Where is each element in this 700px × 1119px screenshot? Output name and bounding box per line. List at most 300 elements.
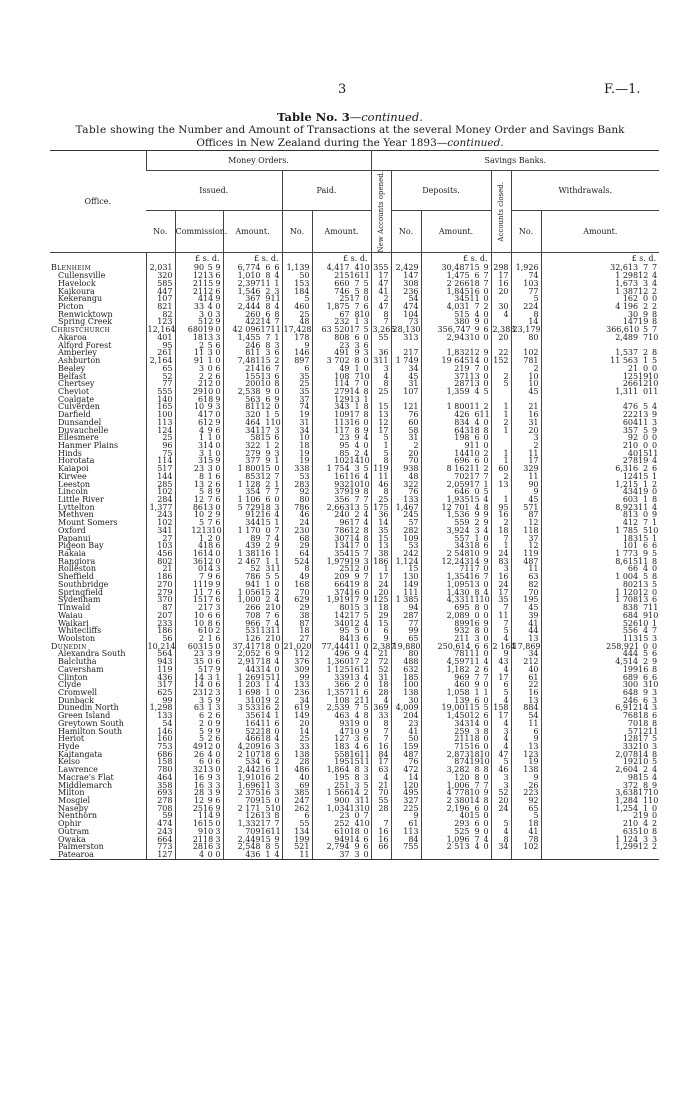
pounds-part: 1,058: [446, 687, 470, 697]
issued-number-cell: 82: [146, 311, 175, 319]
withdrawals-amount-cell: [541, 419, 659, 427]
office-cell: Belfast: [58, 371, 87, 381]
new-accounts-cell: 9: [371, 635, 391, 643]
pounds-part: 293: [454, 819, 470, 829]
pence-part: 0: [215, 325, 221, 335]
office-cell: Dunedin: [51, 641, 87, 651]
pence-part: 0: [483, 649, 489, 659]
shillings-part: 11: [469, 649, 480, 659]
shillings-part: 12: [638, 286, 649, 296]
issued-number-cell: 207: [146, 612, 175, 620]
pounds-part: 2 548: [446, 549, 470, 559]
pounds-part: 251: [334, 780, 350, 790]
pence-part: 11: [270, 564, 281, 574]
pounds-part: 5 729: [237, 502, 261, 512]
withdrawals-amount-cell: [541, 542, 659, 550]
accounts-closed-cell: 95: [491, 504, 511, 512]
deposits-number-cell: 1 749: [391, 357, 421, 365]
shillings-part: 2: [265, 595, 271, 605]
shillings-part: 17: [469, 479, 480, 489]
new-accounts-cell: 125: [371, 596, 391, 604]
pence-part: 1: [274, 278, 280, 288]
withdrawals-amount-cell: [541, 318, 659, 326]
pounds-part: 786: [334, 525, 350, 535]
pounds-part: 372: [622, 780, 639, 790]
issued-number-cell: 27: [146, 535, 175, 543]
pence-part: 0: [215, 356, 221, 366]
paid-number-cell: 133: [282, 681, 312, 689]
issued-number-cell: 96: [146, 442, 175, 450]
withdrawals-amount-cell: [541, 272, 659, 280]
pence-part: 2: [652, 819, 658, 829]
pounds-part: 4,417: [326, 263, 350, 273]
pounds-part: 183: [334, 742, 350, 751]
shillings-part: 4: [474, 417, 480, 427]
shillings-part: 6: [643, 541, 649, 551]
pence-part: 0: [483, 579, 489, 589]
pounds-part: 1,096: [446, 834, 470, 844]
subtitle-line2: Offices in New Zealand during the Year 1893—: [196, 137, 448, 149]
paid-header: Paid.: [282, 171, 371, 211]
new-accounts-cell: 66: [371, 843, 391, 851]
withdrawals-amount-cell: [541, 434, 659, 442]
pounds-part: 1 708: [615, 595, 639, 605]
paid-number-cell: 29: [282, 542, 312, 550]
paid-number-cell: 69: [282, 782, 312, 790]
pence-part: 8: [652, 572, 658, 582]
deposits-number-cell: 308: [391, 280, 421, 288]
paid-number-cell: 33: [282, 743, 312, 751]
pence-part: 0: [483, 371, 489, 381]
issued-number-cell: 75: [146, 450, 175, 458]
office-cell: Macrae's Flat: [58, 772, 114, 782]
new-accounts-cell: 2: [371, 295, 391, 303]
pounds-part: 366,610: [606, 325, 640, 335]
pounds-part: 1 800: [237, 464, 261, 474]
deposits-number-cell: 31: [391, 380, 421, 388]
pounds-part: 2: [197, 603, 204, 613]
pounds-part: 109: [334, 410, 350, 420]
pounds-part: 339: [334, 672, 350, 682]
pounds-part: 340: [334, 618, 350, 628]
deposits-number-cell: 147: [391, 272, 421, 280]
shillings-part: 6: [265, 263, 271, 273]
pence-part: 0: [652, 363, 658, 373]
pence-part: 7: [483, 278, 489, 288]
accounts-closed-cell: 16: [491, 511, 511, 519]
issued-number-cell: 186: [146, 573, 175, 581]
pence-part: 1: [652, 533, 658, 543]
shillings-part: 0: [207, 309, 213, 319]
pounds-part: 13: [193, 479, 205, 489]
withdrawals-amount-header: Amount.: [541, 211, 659, 253]
deposits-header: Deposits.: [391, 171, 491, 211]
shillings-part: 10: [469, 549, 480, 559]
issued-number-cell: 320: [146, 272, 175, 280]
shillings-part: 0: [643, 440, 649, 450]
shillings-part: 19: [349, 556, 360, 566]
pence-part: 6: [363, 633, 369, 643]
deposits-number-cell: 14: [391, 774, 421, 782]
shillings-part: 18: [260, 749, 271, 759]
shillings-part: 3: [643, 278, 649, 288]
shillings-part: 9: [354, 572, 360, 582]
pence-part: 9: [363, 595, 369, 605]
office-cell: Springfield: [58, 587, 104, 597]
pounds-part: 16: [192, 549, 204, 559]
pence-part: 0: [363, 826, 369, 836]
office-cell: Alexandra South: [58, 649, 126, 659]
pounds-part: 4,597: [446, 657, 470, 667]
pounds-part: 49: [339, 363, 350, 373]
shillings-part: 7: [354, 703, 360, 713]
pounds-part: 366: [334, 680, 350, 690]
pence-part: 0: [274, 464, 280, 474]
new-accounts-cell: 13: [371, 411, 391, 419]
pounds-part: 200: [245, 379, 261, 389]
withdrawals-amount-cell: [541, 326, 659, 334]
shillings-part: 1: [207, 356, 213, 366]
pence-part: 9: [215, 664, 221, 674]
shillings-part: 18: [469, 749, 480, 759]
withdrawals-amount-cell: [541, 535, 659, 543]
office-cell: Christchurch: [51, 325, 111, 335]
new-accounts-cell: 21: [371, 650, 391, 658]
pence-part: 0: [215, 533, 221, 543]
withdrawals-number-cell: 9: [511, 488, 541, 496]
pounds-part: 377: [245, 456, 261, 466]
pounds-part: 16: [192, 819, 204, 829]
pounds-part: 2,943: [446, 332, 470, 342]
pence-part: 11: [359, 796, 370, 806]
table-subtitle: [40, 124, 660, 150]
shillings-part: 12: [203, 687, 214, 697]
deposits-number-cell: 31: [391, 434, 421, 442]
pounds-part: 120: [454, 772, 470, 782]
pence-part: 0: [274, 796, 280, 806]
withdrawals-amount-cell: [541, 643, 659, 651]
pence-part: 1: [363, 394, 369, 404]
accounts-closed-cell: 17: [491, 712, 511, 720]
pounds-part: 371: [454, 371, 470, 381]
shillings-part: 16: [260, 772, 271, 782]
pounds-part: 660: [334, 278, 350, 288]
shillings-part: 13: [349, 803, 360, 813]
pounds-part: 142: [334, 610, 350, 620]
shillings-part: 1: [265, 417, 271, 427]
pounds-part: 6: [197, 417, 204, 427]
pounds-part: 40: [459, 811, 470, 821]
pence-part: 1: [274, 456, 280, 466]
issued-number-cell: 564: [146, 650, 175, 658]
issued-number-cell: 279: [146, 589, 175, 597]
shillings-part: 13: [469, 579, 480, 589]
pounds-part: 466: [245, 734, 261, 744]
pounds-part: 811: [245, 348, 261, 358]
pounds-part: 70: [627, 718, 639, 728]
pounds-part: 1: [199, 533, 205, 543]
pounds-part: 436: [245, 850, 261, 860]
pounds-part: 134: [334, 541, 350, 551]
shillings-part: 7: [474, 302, 480, 312]
office-cell: Lyttelton: [58, 502, 95, 512]
deposits-number-cell: 121: [391, 403, 421, 411]
issued-number-cell: 10,214: [147, 641, 176, 651]
deposits-number-cell: 65: [391, 635, 421, 643]
pounds-part: 6: [199, 711, 205, 721]
issued-number-cell: 127: [146, 851, 175, 859]
deposits-number-cell: 73: [391, 318, 421, 326]
new-accounts-cell: 14: [371, 519, 391, 527]
office-cell: Hyde: [58, 742, 80, 751]
pence-part: 3: [274, 286, 280, 296]
deposits-number-cell: 15: [391, 565, 421, 573]
shillings-part: 7: [354, 278, 360, 288]
shillings-part: 7: [354, 379, 360, 389]
pounds-part: 2: [197, 379, 204, 389]
pence-part: 7: [483, 672, 489, 682]
pence-part: 0: [652, 433, 658, 443]
pounds-part: 40: [627, 448, 639, 458]
withdrawals-number-cell: 118: [511, 527, 541, 535]
withdrawals-number-cell: 34: [511, 650, 541, 658]
shillings-part: 18: [203, 394, 214, 404]
pounds-part: 16: [193, 780, 205, 790]
shillings-part: 10: [469, 448, 480, 458]
units-deposits-amount: £ s. d.: [421, 253, 491, 265]
paid-number-cell: 5: [282, 295, 312, 303]
shillings-part: 5: [207, 263, 213, 273]
pounds-part: 21: [192, 286, 204, 296]
pounds-part: 3,924: [446, 525, 470, 535]
shillings-part: 1: [354, 402, 360, 412]
issued-number-cell: 693: [146, 789, 175, 797]
pounds-part: 332: [622, 742, 639, 751]
shillings-part: 6: [265, 757, 271, 767]
new-accounts-cell: 16: [371, 743, 391, 751]
pounds-part: 260: [245, 309, 261, 319]
pounds-part: 1 785: [615, 525, 639, 535]
pence-part: 10: [648, 332, 659, 342]
accounts-closed-cell: 52: [491, 789, 511, 797]
new-accounts-cell: 28: [371, 689, 391, 697]
shillings-part: 13: [260, 811, 271, 821]
accounts-closed-cell: 1: [491, 450, 511, 458]
pence-part: 6: [215, 471, 221, 481]
office-cell: Kaitangata: [58, 749, 103, 759]
pence-part: 4: [652, 271, 658, 281]
pounds-part: 139: [454, 695, 470, 705]
shillings-part: 3: [207, 788, 213, 798]
issued-number-cell: 146: [146, 728, 175, 736]
deposits-number-cell: 100: [391, 681, 421, 689]
new-accounts-cell: 5: [371, 450, 391, 458]
pence-part: 0: [652, 294, 658, 304]
pounds-part: 380: [454, 317, 470, 327]
pence-part: 0: [215, 440, 221, 450]
shillings-part: 5: [643, 525, 649, 535]
new-accounts-cell: 11: [371, 473, 391, 481]
accounts-closed-cell: [491, 388, 511, 396]
pence-part: 7: [483, 572, 489, 582]
accounts-closed-cell: 60: [491, 465, 511, 473]
accounts-closed-cell: 4: [491, 666, 511, 674]
shillings-part: 9: [474, 317, 480, 327]
pounds-part: 557: [454, 533, 470, 543]
shillings-part: 10: [469, 332, 480, 342]
shillings-part: 7: [474, 363, 480, 373]
shillings-part: 19: [638, 811, 649, 821]
shillings-part: 13: [260, 626, 271, 636]
pounds-part: 23: [192, 687, 204, 697]
new-accounts-cell: 28: [371, 805, 391, 813]
office-cell: Renwicktown: [58, 309, 113, 319]
pence-part: 0: [363, 850, 369, 860]
issued-number-cell: 821: [146, 303, 175, 311]
pounds-part: 11: [192, 579, 204, 589]
shillings-part: 18: [469, 425, 480, 435]
shillings-part: 5: [207, 340, 213, 350]
pence-part: 7: [274, 525, 280, 535]
pounds-part: 912: [245, 510, 261, 520]
pence-part: 11: [270, 672, 281, 682]
pence-part: 9: [363, 425, 369, 435]
withdrawals-number-cell: [511, 851, 541, 859]
pounds-part: 125: [622, 371, 639, 381]
pounds-part: 1,357: [326, 687, 350, 697]
shillings-part: 6: [474, 456, 480, 466]
shillings-part: 11: [638, 502, 649, 512]
shillings-part: 16: [260, 703, 271, 713]
pounds-part: 89: [250, 533, 261, 543]
pounds-part: 11 563: [610, 356, 639, 366]
shillings-part: 19: [638, 317, 649, 327]
pence-part: 1: [274, 765, 280, 775]
deposits-number-cell: 58: [391, 427, 421, 435]
shillings-part: 9: [207, 772, 213, 782]
pence-part: 3: [215, 780, 221, 790]
shillings-part: 2: [207, 510, 213, 520]
shillings-part: 8: [354, 356, 360, 366]
pence-part: 4: [363, 618, 369, 628]
pounds-part: 2,489: [615, 332, 639, 342]
new-accounts-cell: 186: [371, 558, 391, 566]
pence-part: 1: [652, 618, 658, 628]
pounds-part: 23: [193, 464, 205, 474]
pence-part: 4: [274, 850, 280, 860]
withdrawals-number-cell: 571: [511, 504, 541, 512]
pence-part: 6: [483, 641, 489, 651]
pounds-part: 464: [245, 417, 261, 427]
shillings-part: 0: [354, 811, 360, 821]
accounts-closed-cell: 5: [491, 820, 511, 828]
shillings-part: 7: [265, 618, 271, 628]
pounds-part: 195: [334, 757, 350, 767]
withdrawals-amount-cell: [541, 774, 659, 782]
pence-part: 2: [652, 302, 658, 312]
shillings-part: 13: [638, 595, 649, 605]
pounds-part: 2,196: [446, 803, 470, 813]
shillings-part: 1: [265, 440, 271, 450]
new-accounts-cell: 70: [371, 789, 391, 797]
pence-part: 10: [359, 803, 370, 813]
withdrawals-number-cell: 45: [511, 604, 541, 612]
pounds-part: 1,311: [615, 386, 639, 396]
shillings-part: 19: [469, 757, 480, 767]
pence-part: 2: [483, 464, 489, 474]
accounts-closed-cell: 4: [491, 743, 511, 751]
pounds-part: 23: [193, 649, 205, 659]
shillings-part: 3: [207, 780, 213, 790]
paid-number-cell: 68: [282, 535, 312, 543]
pounds-part: 374: [334, 587, 350, 597]
shillings-part: 12: [203, 742, 214, 751]
pounds-part: 113: [334, 417, 350, 427]
deposits-number-cell: 2,429: [391, 264, 421, 272]
pence-part: 5: [363, 780, 369, 790]
pounds-part: 246: [622, 695, 639, 705]
pence-part: 10: [359, 371, 370, 381]
commission-cell: [175, 851, 223, 859]
issued-number-cell: 474: [146, 820, 175, 828]
shillings-part: 9: [207, 726, 213, 736]
shillings-part: 9: [474, 826, 480, 836]
shillings-part: 0: [643, 433, 649, 443]
withdrawals-number-cell: 12: [511, 519, 541, 527]
deposits-number-cell: 2: [391, 442, 421, 450]
pence-part: 5: [652, 734, 658, 744]
pounds-part: 6,912: [615, 703, 639, 713]
issued-number-cell: 317: [146, 681, 175, 689]
shillings-part: 12: [203, 379, 214, 389]
office-cell: Havelock: [58, 278, 96, 288]
pounds-part: 26: [193, 749, 205, 759]
pounds-part: 2,539: [326, 703, 350, 713]
pence-part: 6: [483, 325, 489, 335]
withdrawals-number-cell: 18: [511, 820, 541, 828]
withdrawals-number-cell: 138: [511, 766, 541, 774]
pence-part: 3: [274, 448, 280, 458]
paid-number-cell: 70: [282, 589, 312, 597]
pounds-part: 161: [334, 471, 350, 481]
issued-number-cell: 158: [146, 758, 175, 766]
pounds-part: 3,638: [615, 788, 639, 798]
pounds-part: 12: [191, 525, 202, 535]
issued-number-cell: 114: [146, 457, 175, 465]
withdrawals-number-cell: 103: [511, 280, 541, 288]
pence-part: 2: [274, 772, 280, 782]
deposits-number-cell: 76: [391, 411, 421, 419]
pence-part: 8: [483, 765, 489, 775]
pence-part: 0: [652, 440, 658, 450]
pounds-part: 2,078: [615, 749, 639, 759]
pounds-part: 3: [197, 456, 204, 466]
pounds-part: 689: [622, 672, 639, 682]
pence-part: 6: [483, 664, 489, 674]
pounds-part: 367: [245, 294, 261, 304]
withdrawals-amount-cell: [541, 473, 659, 481]
pounds-part: 1,360: [326, 657, 350, 667]
pence-part: 6: [652, 649, 658, 659]
pounds-part: 195: [334, 772, 350, 782]
shillings-part: 1: [207, 633, 213, 643]
pounds-part: 8: [199, 471, 205, 481]
shillings-part: 1: [265, 680, 271, 690]
withdrawals-amount-cell: [541, 357, 659, 365]
deposits-number-cell: 57: [391, 519, 421, 527]
pence-part: 6: [215, 680, 221, 690]
pounds-part: 1 004: [615, 572, 639, 582]
